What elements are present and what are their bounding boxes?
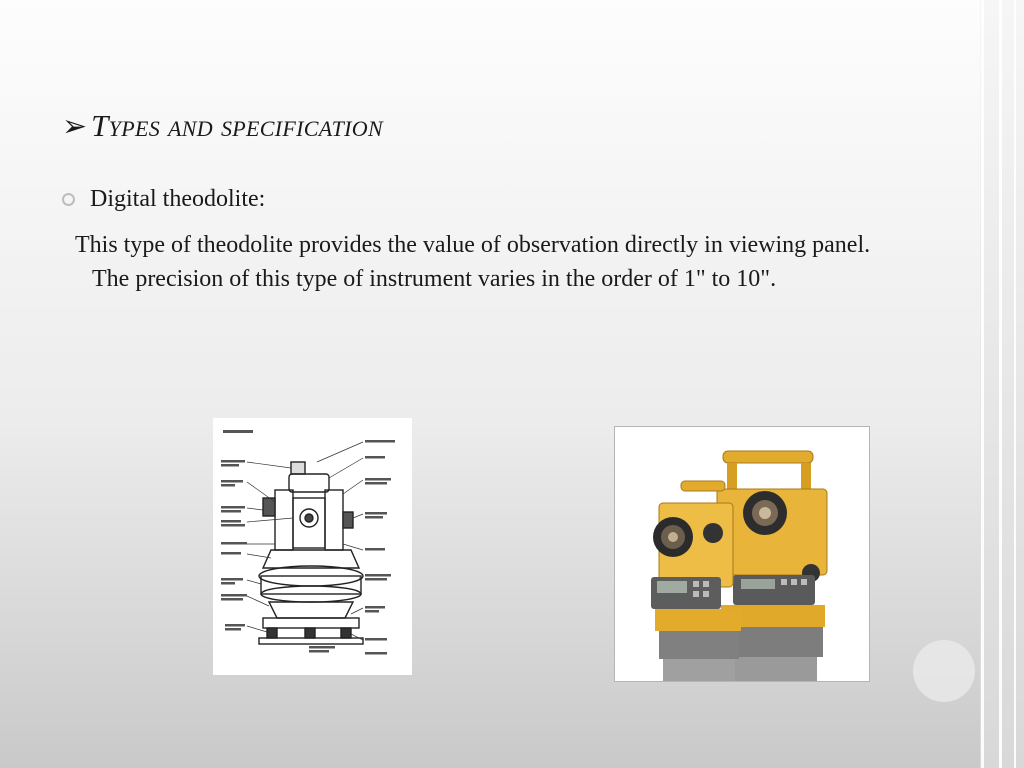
theodolite-photo-drawing [615,427,870,682]
decorative-circle [913,640,975,702]
bullet-item [62,186,265,213]
digital-theodolite-photo-icon [614,426,870,682]
decorative-stripe [1014,0,1016,768]
paragraph-text: This type of theodolite provides the value of observation directly in viewing panel. The precision of this type of instrument varies in the order of 1" to 10". [75,232,871,292]
diagram-drawing [213,418,412,675]
decorative-stripe [999,0,1002,768]
theodolite-diagram-icon [213,418,412,675]
right-decorative-band [980,0,1024,768]
body-paragraph [75,228,905,296]
decorative-stripe [981,0,984,768]
ring-bullet-icon [62,193,75,206]
slide-title [62,108,383,144]
bullet-text: Digital theodolite: [90,186,266,212]
title-text: Types and specification [91,108,383,143]
arrow-bullet-icon: ➢ [62,110,88,143]
